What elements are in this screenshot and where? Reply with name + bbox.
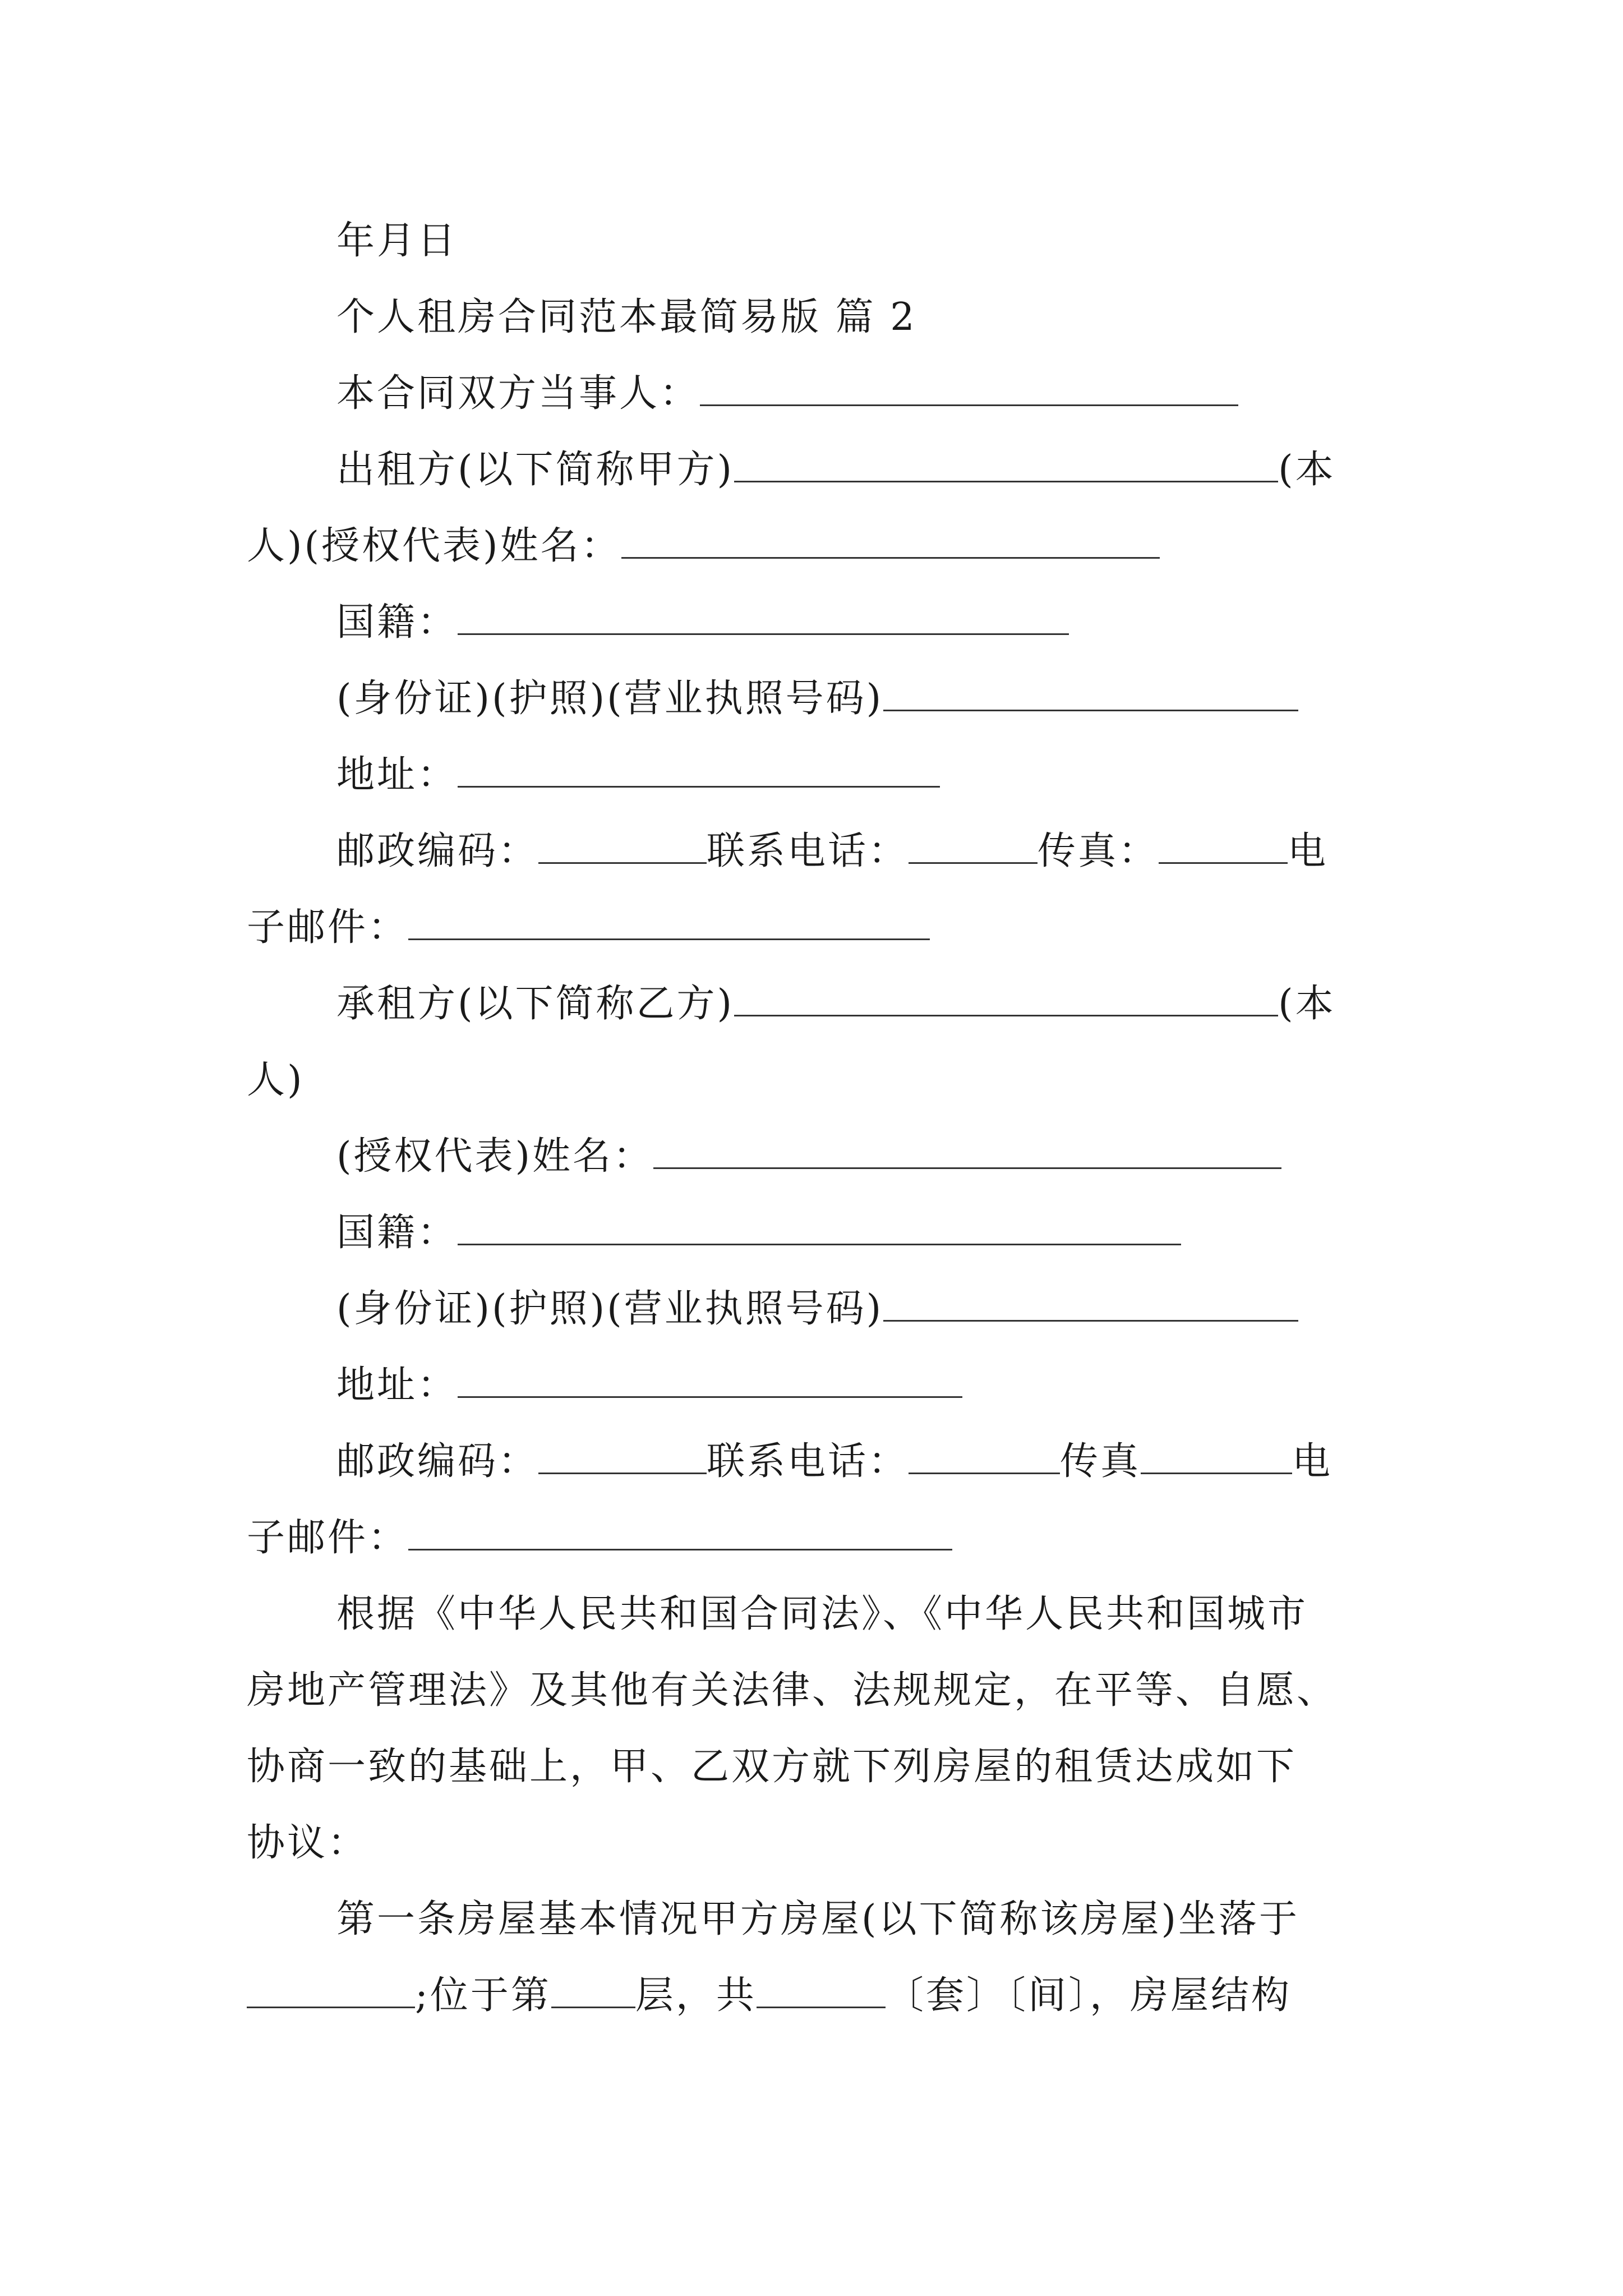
- id1-line: [336, 677, 1298, 721]
- phone2-label: 联系电话：: [707, 1439, 909, 1484]
- nationality1-blank: [458, 601, 1069, 635]
- address1-blank: [458, 753, 940, 788]
- postcode1-blank: [538, 830, 707, 864]
- floor-label: ;位于第: [415, 1973, 551, 2018]
- lessee-tail: (本: [1278, 982, 1336, 1026]
- lessee-rep-blank: [653, 1135, 1281, 1169]
- article1-line-1: 第一条房屋基本情况甲方房屋(以下简称该房屋)坐落于: [336, 1897, 1300, 1941]
- email1-blank: [408, 906, 930, 940]
- postcode1-label: 邮政编码：: [336, 829, 539, 873]
- phone1-blank: [909, 830, 1038, 864]
- email2-label: 子邮件：: [247, 1516, 409, 1560]
- address2-label: 地址：: [336, 1363, 458, 1407]
- phone1-label: 联系电话：: [707, 829, 909, 873]
- id2-label: (身份证)(护照)(营业执照号码): [336, 1287, 884, 1331]
- email2-blank: [408, 1516, 952, 1550]
- parties-blank: [700, 372, 1238, 406]
- email1-tail: 电: [1288, 829, 1329, 873]
- email1-label: 子邮件：: [247, 905, 409, 950]
- id1-label: (身份证)(护照)(营业执照号码): [336, 677, 884, 721]
- article1-line-2: [247, 1973, 1292, 2018]
- lessee-label: 承租方(以下简称乙方): [336, 982, 735, 1026]
- parties-label: 本合同双方当事人：: [336, 371, 700, 416]
- email2-tail: 电: [1292, 1439, 1333, 1484]
- fax1-blank: [1159, 830, 1288, 864]
- basis-line-4: 协议：: [247, 1821, 368, 1865]
- id1-blank: [883, 677, 1298, 711]
- basis-line-3: 协商一致的基础上，甲、乙双方就下列房屋的租赁达成如下: [247, 1745, 1297, 1789]
- lessor-blank: [734, 448, 1278, 482]
- unit-type-label: 〔套〕〔间〕，房屋结构: [885, 1973, 1292, 2018]
- email2-line: [247, 1516, 952, 1561]
- lessee-cont-line: 人): [247, 1058, 305, 1102]
- postcode2-label: 邮政编码：: [336, 1439, 539, 1484]
- basis-line-2: 房地产管理法》及其他有关法律、法规规定，在平等、自愿、: [247, 1668, 1338, 1713]
- nationality2-line: [336, 1211, 1181, 1255]
- lessor-label: 出租方(以下简称甲方): [336, 448, 735, 492]
- lessor-tail: (本: [1278, 448, 1336, 492]
- fax2-label: 传真: [1060, 1439, 1141, 1484]
- postcode2-blank: [538, 1440, 707, 1474]
- lessor-rep-blank: [621, 524, 1160, 559]
- fax2-blank: [1141, 1440, 1292, 1474]
- phone2-blank: [909, 1440, 1060, 1474]
- fax1-label: 传真：: [1038, 829, 1159, 873]
- email1-line: [247, 905, 930, 950]
- section-heading: 个人租房合同范本最简易版 篇 2: [336, 295, 917, 339]
- address1-line: [336, 753, 940, 798]
- basis-line-1: 根据《中华人民共和国合同法》、《中华人民共和国城市: [336, 1592, 1308, 1636]
- nationality1-line: [336, 600, 1069, 645]
- location-blank: [247, 1974, 415, 2008]
- id2-blank: [883, 1287, 1298, 1322]
- lessor-line: [336, 448, 1336, 493]
- nationality2-blank: [458, 1211, 1181, 1245]
- contact1-line: [336, 829, 1328, 874]
- lessee-rep-label: (授权代表)姓名：: [336, 1134, 654, 1179]
- lessee-line: [336, 982, 1336, 1027]
- floor-blank: [551, 1974, 635, 2008]
- lessor-rep-label: 人)(授权代表)姓名：: [247, 524, 621, 568]
- lessee-rep-line: [336, 1134, 1281, 1179]
- address1-label: 地址：: [336, 753, 458, 797]
- address2-line: [336, 1363, 962, 1408]
- lessee-blank: [734, 982, 1278, 1016]
- parties-line: [336, 371, 1238, 416]
- id2-line: [336, 1287, 1298, 1332]
- total-label: 层，共: [635, 1973, 757, 2018]
- nationality1-label: 国籍：: [336, 600, 458, 645]
- date-line: 年月日: [336, 219, 458, 263]
- address2-blank: [458, 1364, 962, 1398]
- nationality2-label: 国籍：: [336, 1211, 458, 1255]
- units-blank: [757, 1974, 886, 2008]
- contact2-line: [336, 1439, 1332, 1484]
- lessor-rep-line: [247, 524, 1160, 569]
